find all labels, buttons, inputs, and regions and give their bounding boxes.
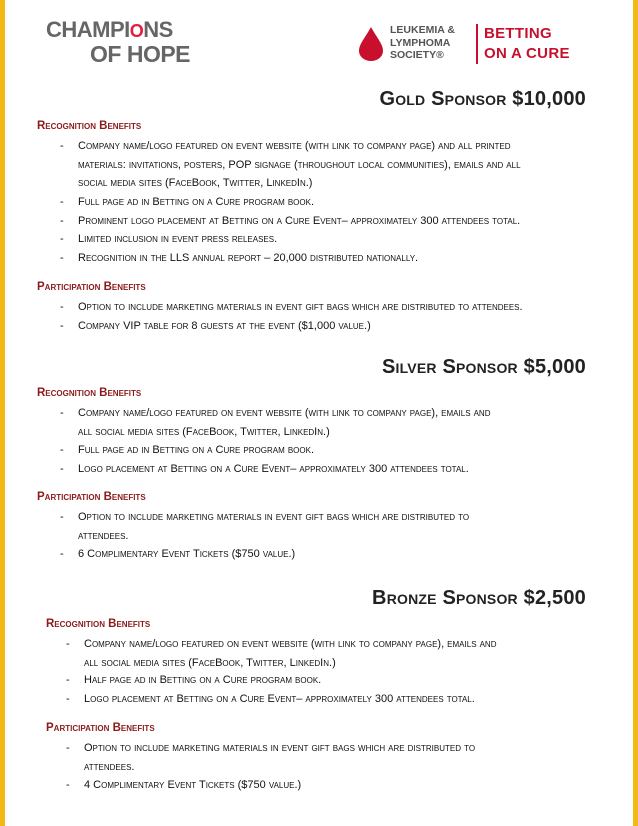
logo-divider xyxy=(476,24,478,64)
blood-drop-icon xyxy=(356,26,386,62)
of-hope-line: OF HOPE xyxy=(90,41,191,67)
lls-wordmark: LEUKEMIA & LYMPHOMA SOCIETY® xyxy=(390,24,455,61)
silver-sponsor-heading: Silver Sponsor $5,000 xyxy=(381,356,586,378)
gold-participation-label: Participation Benefits xyxy=(37,281,146,293)
betting-on-a-cure-wordmark: BETTING ON A CURE xyxy=(484,25,570,62)
bronze-recognition-label: Recognition Benefits xyxy=(46,618,151,630)
right-border-stripe xyxy=(633,0,638,826)
lls-betting-on-a-cure-logo xyxy=(356,22,586,68)
silver-participation-label: Participation Benefits xyxy=(37,491,146,503)
bronze-participation-label: Participation Benefits xyxy=(46,722,155,734)
gold-sponsor-heading: Gold Sponsor $10,000 xyxy=(379,88,586,110)
champions-of-hope-logo xyxy=(46,18,218,70)
silver-recognition-label: Recognition Benefits xyxy=(37,387,142,399)
left-border-stripe xyxy=(0,0,5,826)
bronze-sponsor-heading: Bronze Sponsor $2,500 xyxy=(372,587,586,609)
gold-recognition-label: Recognition Benefits xyxy=(37,120,142,132)
flame-icon: O xyxy=(129,21,144,41)
champions-line: CHAMPIONS xyxy=(46,17,173,42)
